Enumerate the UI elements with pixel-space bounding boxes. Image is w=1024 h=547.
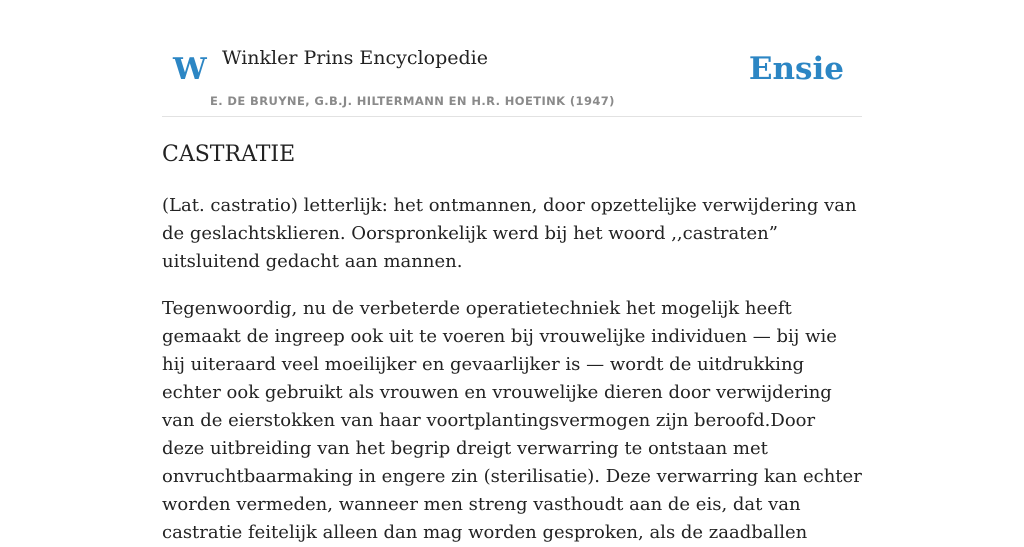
site-header [162,0,862,117]
encyclopedia-logo[interactable]: W [173,52,207,87]
article-title: CASTRATIE [162,142,296,167]
encyclopedia-title[interactable]: Winkler Prins Encyclopedie [222,47,488,69]
article-paragraph-2: Tegenwoordig, nu de verbeterde operatietechniek het mogelijk heeft gemaakt de ingreep ook uit te voeren bij vrouwelijke individuen — bij wie hij uiteraard veel moeilijker en gevaarlijker is — wordt de uitdrukking echter ook gebruikt als vrouwen en vrouwelijke dieren door verwijdering van de eierstokken van haar voortplantingsvermogen zijn beroofd.Door deze uitbreiding van het begrip dreigt verwarring te ontstaan met onvruchtbaarmaking in engere zin (sterilisatie). Deze verwarring kan echter worden vermeden, wanneer men streng vasthoudt aan de eis, dat van castratie feitelijk alleen dan mag worden gesproken, als de zaadballen [162,298,862,543]
article-paragraph-1: (Lat. castratio) letterlijk: het ontmannen, door opzettelijke verwijdering van de geslachtsklieren. Oorspronkelijk werd bij het woord ,,castraten” uitsluitend gedacht aan mannen. [162,195,857,272]
ensie-brand-link[interactable]: Ensie [748,51,844,87]
encyclopedia-authors: E. DE BRUYNE, G.B.J. HILTERMANN EN H.R. HOETINK (1947) [210,94,615,108]
page-container [162,0,862,543]
